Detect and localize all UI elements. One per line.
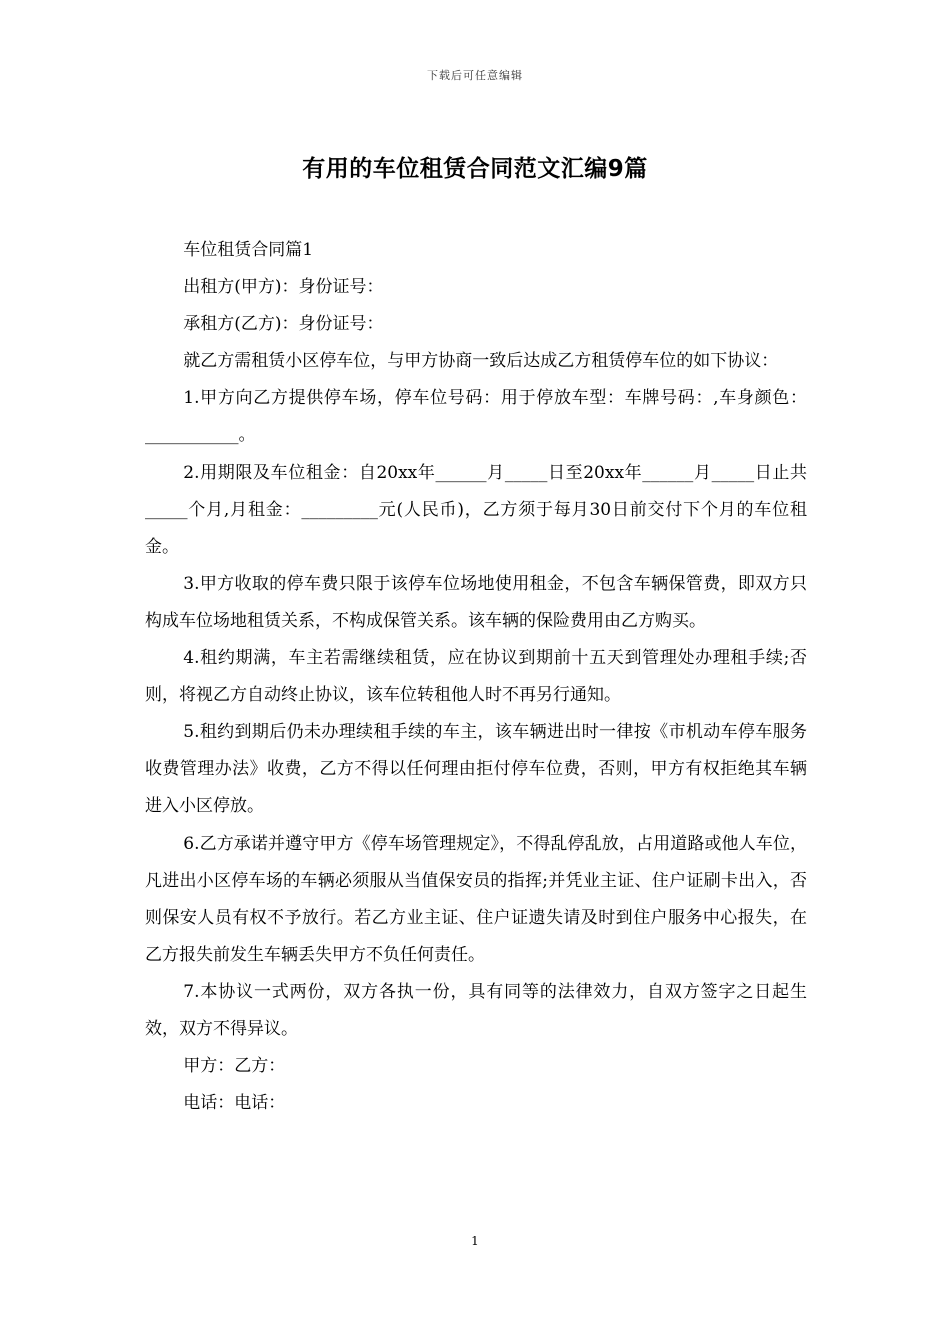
clause-2: 2.用期限及车位租金：自20xx年______月_____日至20xx年______月_____日止共_____个月,月租金：_________元(人民币)，乙方须于每月30日前交付下个月的车位租金。 (145, 462, 807, 557)
lessor-line: 出租方(甲方)：身份证号： (183, 277, 384, 298)
clause-7: 7.本协议一式两份，双方各执一份，具有同等的法律效力，自双方签字之日起生效，双方不得异议。 (145, 981, 807, 1039)
preamble-paragraph: 就乙方需租赁小区停车位，与甲方协商一致后达成乙方租赁停车位的如下协议： (183, 351, 779, 372)
phone-line: 电话：电话： (183, 1093, 286, 1114)
clause-3: 3.甲方收取的停车费只限于该停车位场地使用租金，不包含车辆保管费，即双方只构成车位场地租赁关系，不构成保管关系。该车辆的保险费用由乙方购买。 (145, 573, 807, 631)
section-heading: 车位租赁合同篇1 (183, 240, 314, 260)
clause-4: 4.租约期满，车主若需继续租赁，应在协议到期前十五天到管理处办理租手续;否则，将视乙方自动终止协议，该车位转租他人时不再另行通知。 (145, 648, 807, 706)
clause-6: 6.乙方承诺并遵守甲方《停车场管理规定》，不得乱停乱放，占用道路或他人车位，凡进出小区停车场的车辆必须服从当值保安员的指挥;并凭业主证、住户证刷卡出入，否则保安人员有权不予放行。若乙方业主证、住户证遗失请及时到住户服务中心报失，在乙方报失前发生车辆丢失甲方不负任何责任。 (145, 833, 807, 965)
page-number: 1 (471, 1234, 479, 1248)
clause-5: 5.租约到期后仍未办理续租手续的车主，该车辆进出时一律按《市机动车停车服务收费管理办法》收费，乙方不得以任何理由拒付停车位费，否则，甲方有权拒绝其车辆进入小区停放。 (145, 722, 807, 817)
document-title: 有用的车位租赁合同范文汇编9篇 (302, 156, 648, 182)
document-body (145, 232, 807, 1122)
lessee-line: 承租方(乙方)：身份证号： (183, 314, 384, 335)
clause-1: 1.甲方向乙方提供停车场，停车位号码：用于停放车型：车牌号码：,车身颜色：___________。 (145, 388, 807, 446)
header-note: 下载后可任意编辑 (427, 69, 523, 82)
signature-line: 甲方：乙方： (183, 1056, 286, 1077)
